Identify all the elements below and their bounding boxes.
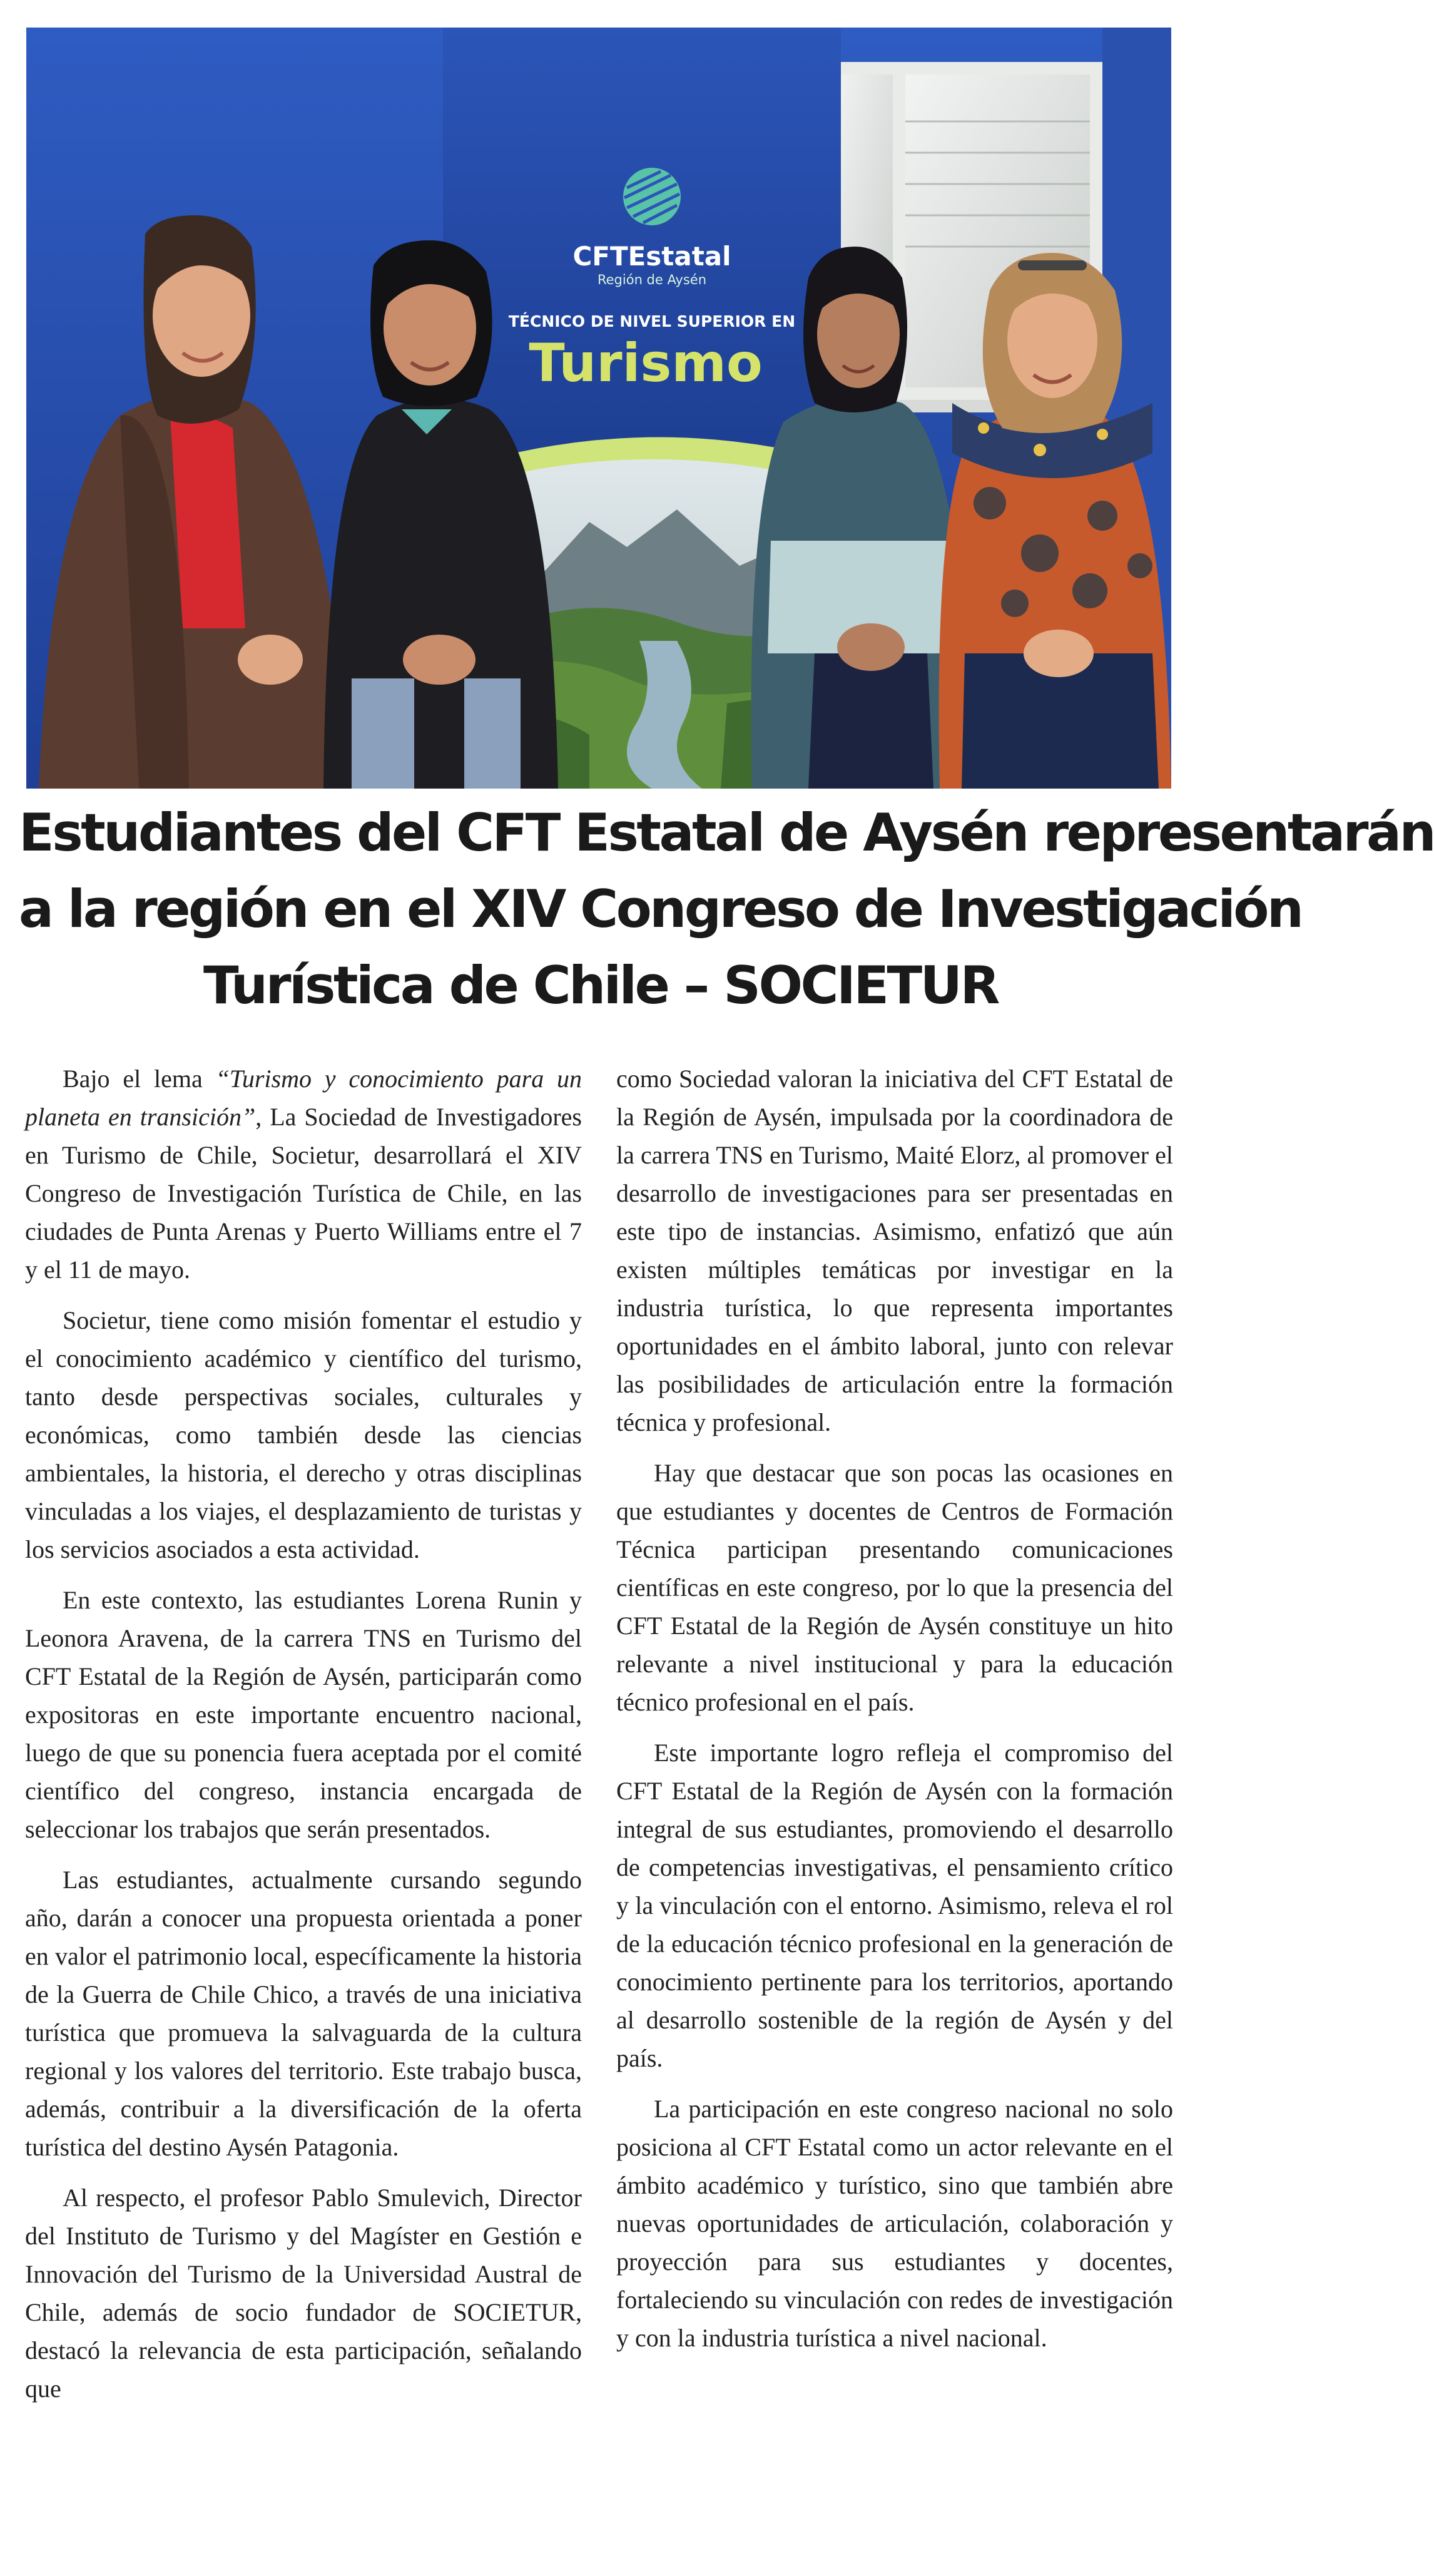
banner-tagline: TÉCNICO DE NIVEL SUPERIOR EN [508, 312, 796, 330]
paragraph-proposal: Las estudiantes, actualmente cursando segundo año, darán a conocer una propuesta orientada a poner en valor el patrimonio local, específicamente la historia de la Guerra de Chile Chico, a través de una iniciativa turística que promueva la salvaguarda de la cultura regional y los valores del territorio. Este trabajo busca, además, contribuir a la diversificación de la oferta turística del destino Aysén Patagonia. [25, 1866, 582, 2161]
paragraph-closing: La participación en este congreso nacional no solo posiciona al CFT Estatal como un actor relevante en el ámbito académico y turístico, sino que también abre nuevas oportunidades de articulación, colaboración y proyección para sus estudiantes y docentes, fortaleciendo su vinculación con redes de investigación y con la industria turística a nivel nacional. [616, 2095, 1173, 2352]
paragraph-societur-mission: Societur, tiene como misión fomentar el estudio y el conocimiento académico y científico del turismo, tanto desde perspectivas sociales, culturales y económicas, como también desde las ciencias ambientales, la historia, el derecho y otras disciplinas vinculadas a los viajes, el desplazamiento de turistas y los servicios asociados a esta actividad. [25, 1306, 582, 1563]
article-headline [19, 795, 1434, 1024]
article-photo [26, 28, 1171, 789]
group-photo-illustration [26, 28, 1171, 789]
paragraph-participation: Hay que destacar que son pocas las ocasiones en que estudiantes y docentes de Centros de Formación Técnica participan presentando comunicaciones científicas en este congreso, por lo que la presencia del CFT Estatal de la Región de Aysén constituye un hito relevante a nivel institucional y para la educación técnico profesional en el país. [616, 1459, 1173, 1716]
headline-line-1: Estudiantes del CFT Estatal de Aysén representarán [19, 802, 1434, 863]
headline-line-3: Turística de Chile – SOCIETUR [203, 955, 998, 1016]
paragraph-professor-quote-end: como Sociedad valoran la iniciativa del CFT Estatal de la Región de Aysén, impulsada por la coordinadora de la carrera TNS en Turismo, Maité Elorz, al promover el desarrollo de investigaciones para ser presentadas en este tipo de instancias. Asimismo, enfatizó que aún existen múltiples temáticas por investigar en la industria turística, lo que representa importantes oportunidades en el ámbito laboral, junto con relevar las posibilidades de articulación entre la formación técnica y profesional. [616, 1065, 1173, 1436]
banner-brand: CFTEstatal [572, 241, 731, 272]
banner-region: Región de Aysén [597, 272, 707, 287]
banner-program: Turismo [529, 332, 763, 394]
article-column-left [25, 1060, 582, 2420]
event-motto: “Turismo y conocimiento para un planeta en transición” [25, 1065, 582, 1131]
cft-logo-icon [623, 168, 681, 225]
paragraph-commitment: Este importante logro refleja el compromiso del CFT Estatal de la Región de Aysén con la formación integral de sus estudiantes, promoviendo el desarrollo de competencias investigativas, el pensamiento crítico y la vinculación con el entorno. Asimismo, releva el rol de la educación técnico profesional en la generación de conocimiento pertinente para los territorios, aportando al desarrollo sostenible de la región de Aysén y del país. [616, 1739, 1173, 2072]
headline-line-2: a la región en el XIV Congreso de Investigación [19, 879, 1302, 939]
paragraph-students: En este contexto, las estudiantes Lorena Runin y Leonora Aravena, de la carrera TNS en Turismo del CFT Estatal de la Región de Aysén, participarán como expositoras en este importante encuentro nacional, luego de que su ponencia fuera aceptada por el comité científico del congreso, instancia encargada de seleccionar los trabajos que serán presentados. [25, 1586, 582, 1843]
article-column-right [616, 1060, 1173, 2369]
paragraph-intro: Bajo el lema “Turismo y conocimiento para un planeta en transición”, La Sociedad de Investigadores en Turismo de Chile, Societur, desarrollará el XIV Congreso de Investigación Turística de Chile, en las ciudades de Punta Arenas y Puerto Williams entre el 7 y el 11 de mayo. [25, 1065, 582, 1284]
paragraph-professor-quote-start: Al respecto, el profesor Pablo Smulevich, Director del Instituto de Turismo y del Magíster en Gestión e Innovación del Turismo de la Universidad Austral de Chile, además de socio fundador de SOCIETUR, destacó la relevancia de esta participación, señalando que [25, 2184, 582, 2403]
